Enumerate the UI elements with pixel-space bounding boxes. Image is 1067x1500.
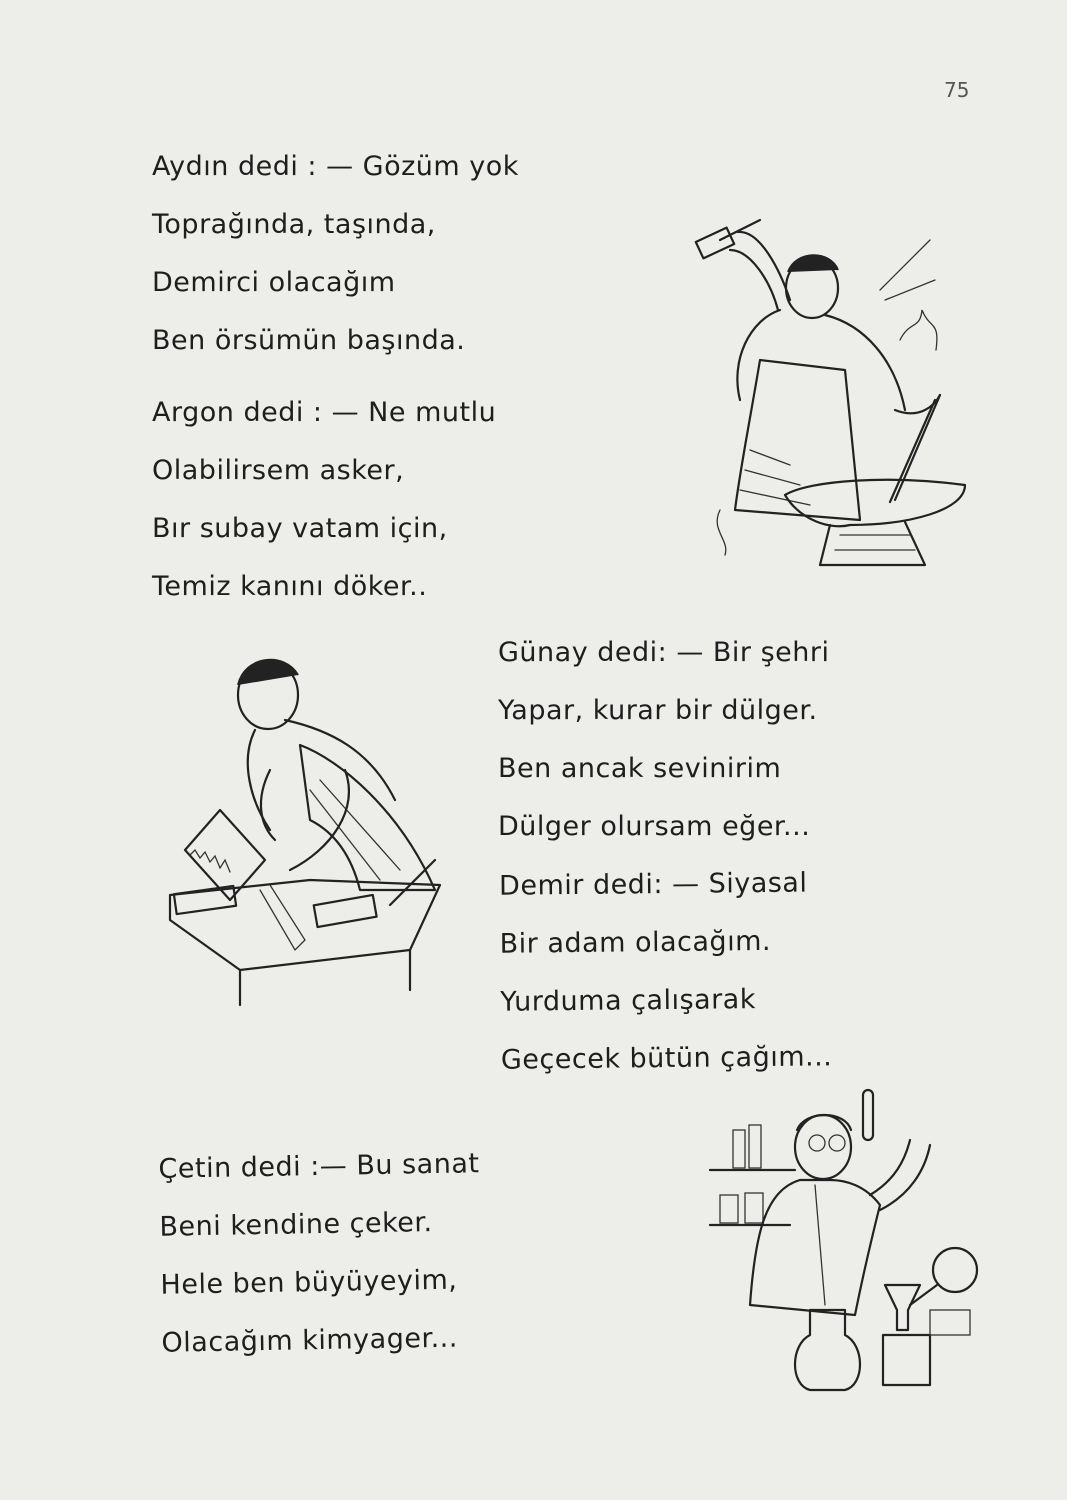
stanza-aydin <box>152 138 519 370</box>
stanza-argon <box>152 384 496 616</box>
poem-line: Ben örsümün başında. <box>152 325 466 356</box>
poem-line: Geçecek bütün çağım... <box>500 1041 833 1076</box>
poem-line: Argon dedi : — Ne mutlu <box>152 397 497 428</box>
blacksmith-icon <box>690 210 970 575</box>
poem-line: Yapar, kurar bir dülger. <box>498 695 818 726</box>
poem-line: Dülger olursam eğer... <box>498 811 811 842</box>
poem-line: Bır subay vatam için, <box>152 513 448 544</box>
poem-line: Demir dedi: — Siyasal <box>498 867 808 902</box>
poem-line: Bir adam olacağım. <box>499 925 772 960</box>
poem-line: Çetin dedi :— Bu sanat <box>158 1148 480 1185</box>
poem-line: Temiz kanını döker.. <box>152 571 428 602</box>
poem-line: Ben ancak sevinirim <box>498 753 782 784</box>
carpenter-icon <box>160 650 450 1010</box>
poem-line: Aydın dedi : — Gözüm yok <box>152 151 519 182</box>
stanza-cetin <box>158 1135 483 1373</box>
chemist-icon <box>705 1085 985 1400</box>
poem-line: Günay dedi: — Bir şehri <box>498 637 830 668</box>
stanza-gunay <box>498 624 830 856</box>
poem-line: Demirci olacağım <box>152 267 396 298</box>
poem-line: Toprağında, taşında, <box>152 209 436 240</box>
poem-line: Olacağım kimyager... <box>161 1322 459 1359</box>
poem-line: Beni kendine çeker. <box>159 1207 433 1243</box>
stanza-demir <box>499 854 833 1089</box>
poem-line: Olabilirsem asker, <box>152 455 405 486</box>
page-number: 75 <box>944 78 970 102</box>
poem-line: Yurduma çalışarak <box>500 984 757 1018</box>
poem-line: Hele ben büyüyeyim, <box>160 1264 458 1301</box>
